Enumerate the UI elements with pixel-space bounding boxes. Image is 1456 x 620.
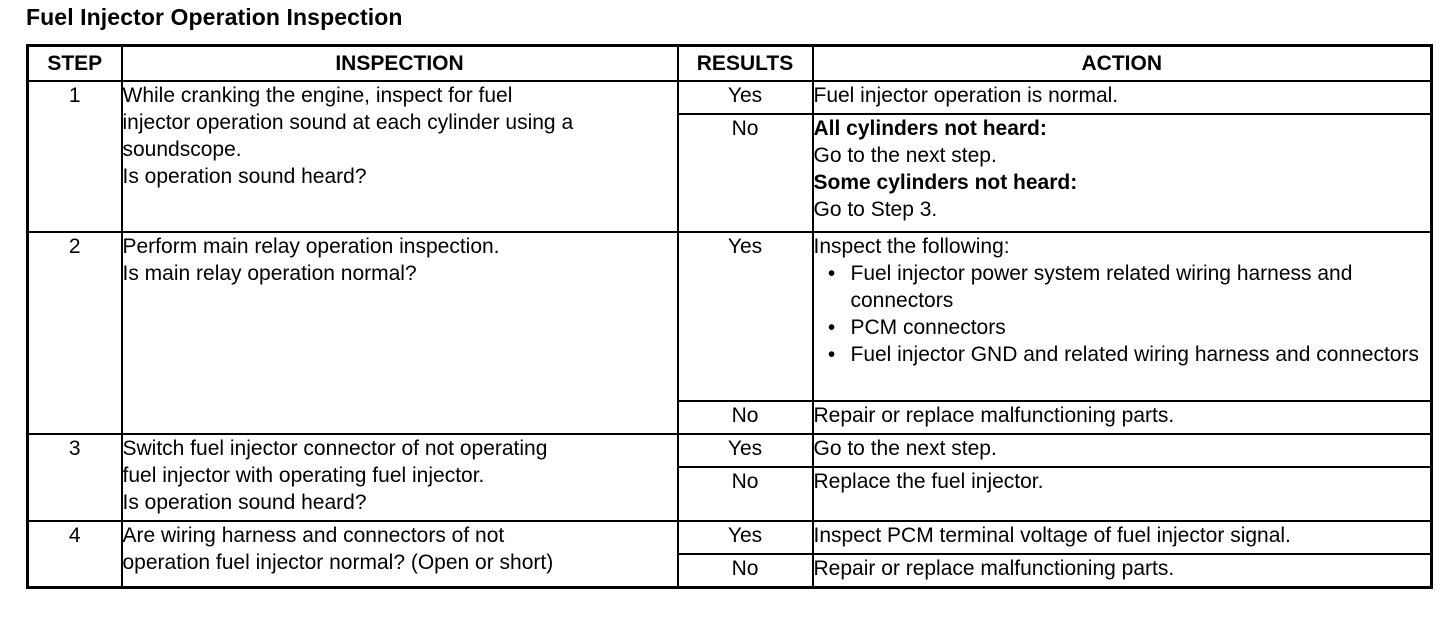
header-inspection: INSPECTION [122, 46, 678, 82]
result-no: No [678, 467, 813, 521]
bullet-text: Fuel injector GND and related wiring harness and connectors [850, 343, 1419, 366]
result-yes: Yes [678, 521, 813, 554]
action-text: Inspect PCM terminal voltage of fuel injector signal. [813, 521, 1432, 554]
action-text: Fuel injector operation is normal. [813, 81, 1432, 114]
action-text: Repair or replace malfunctioning parts. [813, 401, 1432, 434]
inspection-text [122, 232, 678, 434]
step-number: 2 [28, 232, 122, 434]
header-row [28, 46, 1432, 82]
result-no: No [678, 401, 813, 434]
header-step: STEP [28, 46, 122, 82]
inspection-line: soundscope. [122, 138, 242, 161]
result-yes: Yes [678, 81, 813, 114]
step-number: 4 [28, 521, 122, 588]
inspection-line: Are wiring harness and connectors of not [122, 524, 505, 547]
list-item [822, 341, 1431, 368]
action-instruction: Go to Step 3. [813, 198, 938, 221]
action-intro: Inspect the following: [813, 235, 1010, 258]
action-text: Go to the next step. [813, 434, 1432, 467]
inspection-line: operation fuel injector normal? (Open or short) [122, 551, 554, 574]
bullet-text: PCM connectors [850, 316, 1006, 339]
bullet-list [814, 260, 1431, 368]
bullet-icon: • [827, 262, 836, 285]
inspection-line: While cranking the engine, inspect for fuel [122, 84, 513, 107]
inspection-line: Is operation sound heard? [122, 491, 367, 514]
result-no: No [678, 114, 813, 232]
inspection-line: Is operation sound heard? [122, 165, 367, 188]
page-title: Fuel Injector Operation Inspection [26, 4, 403, 30]
inspection-line: Perform main relay operation inspection. [122, 235, 500, 258]
bullet-text: Fuel injector power system related wiring harness and connectors [850, 262, 1353, 312]
inspection-table [26, 44, 1433, 589]
inspection-line: Is main relay operation normal? [122, 262, 417, 285]
result-yes: Yes [678, 232, 813, 401]
header-results: RESULTS [678, 46, 813, 82]
result-yes: Yes [678, 434, 813, 467]
bullet-icon: • [827, 343, 836, 366]
action-text [813, 114, 1432, 232]
action-instruction: Go to the next step. [813, 144, 997, 167]
bullet-icon: • [827, 316, 836, 339]
step-number: 1 [28, 81, 122, 232]
step-number: 3 [28, 434, 122, 521]
action-text: Repair or replace malfunctioning parts. [813, 554, 1432, 588]
list-item [822, 260, 1431, 314]
list-item [822, 314, 1431, 341]
table-row [28, 81, 1432, 114]
header-action: ACTION [813, 46, 1432, 82]
table-row [28, 232, 1432, 401]
inspection-line: injector operation sound at each cylinder using a [122, 111, 574, 134]
table-row [28, 434, 1432, 467]
inspection-text [122, 434, 678, 521]
action-text [813, 232, 1432, 401]
inspection-line: fuel injector with operating fuel injector. [122, 464, 485, 487]
action-condition: Some cylinders not heard: [813, 171, 1078, 194]
inspection-line: Switch fuel injector connector of not operating [122, 437, 548, 460]
result-no: No [678, 554, 813, 588]
table-row [28, 521, 1432, 554]
action-condition: All cylinders not heard: [813, 117, 1047, 140]
inspection-text [122, 521, 678, 588]
inspection-text [122, 81, 678, 232]
action-text: Replace the fuel injector. [813, 467, 1432, 521]
